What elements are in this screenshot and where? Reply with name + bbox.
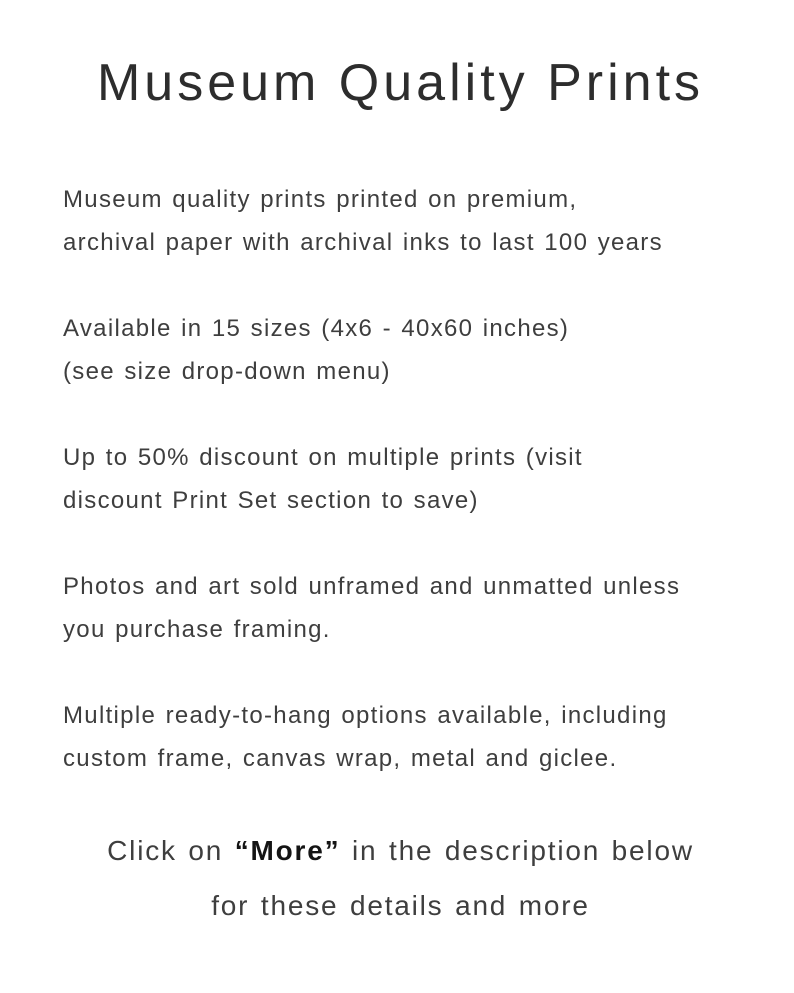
paragraph-line: Museum quality prints printed on premium, — [63, 186, 578, 213]
paragraph-hanging-options — [63, 694, 738, 780]
cta-prefix: Click on — [107, 835, 235, 866]
cta-line-1 — [63, 823, 738, 878]
paragraph-line: custom frame, canvas wrap, metal and giclee. — [63, 745, 618, 772]
paragraph-line: Photos and art sold unframed and unmatted unless — [63, 573, 681, 600]
paragraph-line: Multiple ready-to-hang options available, including — [63, 702, 668, 729]
paragraph-sizes — [63, 307, 738, 393]
paragraph-line: Up to 50% discount on multiple prints (visit — [63, 444, 583, 471]
paragraph-line: (see size drop-down menu) — [63, 358, 391, 385]
cta-line-2: for these details and more — [211, 890, 590, 921]
paragraph-line: Available in 15 sizes (4x6 - 40x60 inches) — [63, 315, 570, 342]
description-body — [63, 178, 738, 780]
paragraph-quality — [63, 178, 738, 264]
paragraph-unframed — [63, 565, 738, 651]
paragraph-line: you purchase framing. — [63, 616, 331, 643]
paragraph-line: archival paper with archival inks to last 100 years — [63, 229, 663, 256]
cta-text — [63, 823, 738, 933]
paragraph-discount — [63, 436, 738, 522]
cta-more-emphasis: “More” — [234, 835, 341, 866]
page-title: Museum Quality Prints — [96, 54, 705, 112]
cta-suffix: in the description below — [340, 835, 694, 866]
paragraph-line: discount Print Set section to save) — [63, 487, 479, 514]
